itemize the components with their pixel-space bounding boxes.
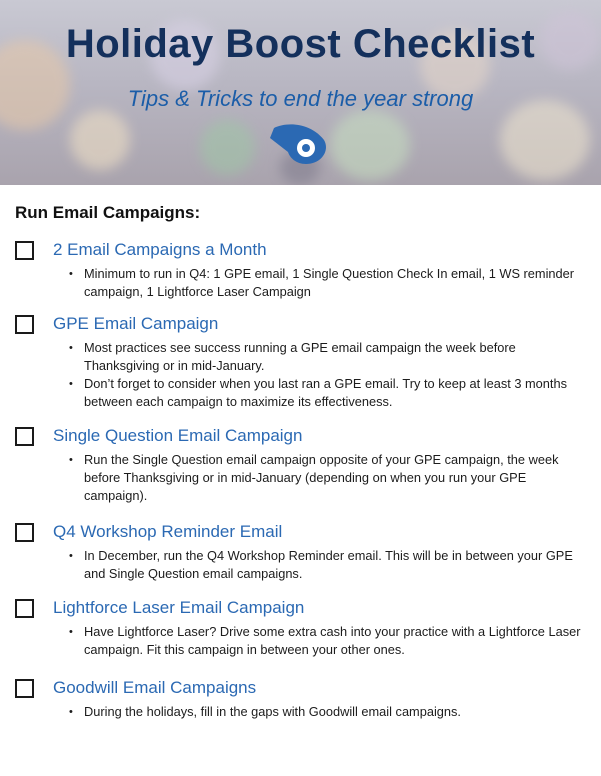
item-title: 2 Email Campaigns a Month <box>53 240 267 259</box>
item-title: Lightforce Laser Email Campaign <box>53 598 305 617</box>
bullet-list <box>67 451 587 505</box>
checkbox[interactable] <box>15 241 34 260</box>
item-title: Single Question Email Campaign <box>53 426 303 445</box>
bullet-list <box>67 623 587 659</box>
bullet-item: • Run the Single Question email campaign opposite of your GPE campaign, the week before Thanksgiving or in mid-January (depending on when you run your GPE campaign). <box>67 451 587 505</box>
bullet-item: • Have Lightforce Laser? Drive some extra cash into your practice with a Lightforce Laser campaign. Fit this campaign in between your other ones. <box>67 623 587 659</box>
checkbox[interactable] <box>15 599 34 618</box>
item-title: Goodwill Email Campaigns <box>53 678 257 697</box>
bullet-list <box>67 339 587 411</box>
page-subtitle: Tips & Tricks to end the year strong <box>127 86 474 111</box>
checkbox[interactable] <box>15 523 34 542</box>
page-title: Holiday Boost Checklist <box>65 22 536 66</box>
bullet-item: • During the holidays, fill in the gaps with Goodwill email campaigns. <box>67 703 587 721</box>
bullet-item: • In December, run the Q4 Workshop Reminder email. This will be in between your GPE and Single Question email campaigns. <box>67 547 587 583</box>
checkbox[interactable] <box>15 315 34 334</box>
checkbox[interactable] <box>15 679 34 698</box>
bokeh-light <box>200 120 255 175</box>
bullet-list <box>67 547 587 583</box>
bullet-list <box>67 703 587 721</box>
item-title: Q4 Workshop Reminder Email <box>53 522 283 541</box>
bokeh-light <box>500 100 590 180</box>
checkbox[interactable] <box>15 427 34 446</box>
header-banner <box>0 0 601 185</box>
bokeh-light <box>330 110 410 180</box>
bullet-item: • Don’t forget to consider when you last ran a GPE email. Try to keep at least 3 months between each campaign to maximize its effectiveness. <box>67 375 587 411</box>
bullet-item: • Most practices see success running a GPE email campaign the week before Thanksgiving or in mid-January. <box>67 339 587 375</box>
bullet-item: • Minimum to run in Q4: 1 GPE email, 1 Single Question Check In email, 1 WS reminder campaign, 1 Lightforce Laser Campaign <box>67 265 587 301</box>
bokeh-light <box>70 110 130 170</box>
section-heading: Run Email Campaigns: <box>15 203 201 222</box>
blue-swoosh-logo-icon <box>266 120 330 168</box>
item-title: GPE Email Campaign <box>53 314 219 333</box>
bullet-list <box>67 265 587 301</box>
